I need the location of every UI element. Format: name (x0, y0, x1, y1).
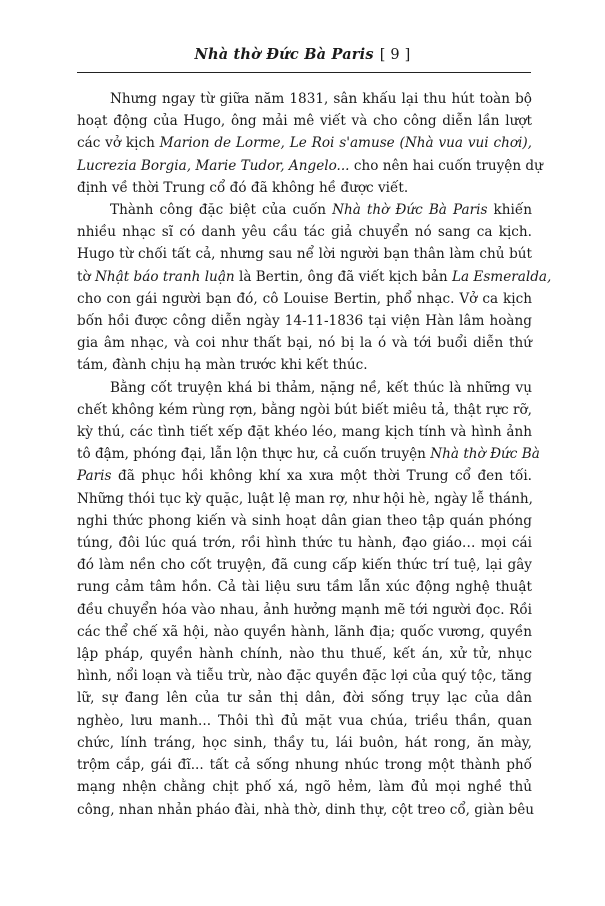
text-line: các thể chế xã hội, nào quyền hành, lãnh địa; quốc vương, quyền (77, 623, 532, 640)
text-line: bốn hồi được công diễn ngày 14-11-1836 tại viện Hàn lâm hoàng (77, 313, 532, 330)
text-line: trộm cắp, gái đĩ... tất cả sống nhung nhúc trong một thành phố (77, 757, 532, 774)
text-line: Paris đã phục hồi không khí xa xưa một thời Trung cổ đen tối. (77, 468, 532, 485)
paragraph (77, 199, 552, 377)
text-line: công, nhan nhản pháo đài, nhà thờ, dinh thự, cột treo cổ, giàn bêu (77, 801, 535, 818)
italic-title: Marion de Lorme, Le Roi s'amuse (Nhà vua vui chơi), (159, 135, 532, 152)
text-line: lập pháp, quyền hành chính, nào thu thuế, kết án, xử tử, nhục (77, 646, 532, 663)
italic-title: Nhật báo tranh luận (94, 268, 235, 285)
text-line: Nhưng ngay từ giữa năm 1831, sân khấu lại thu hút toàn bộ (110, 91, 532, 107)
text-line: lữ, sự đang lên của tư sản thị dân, đời sống trụy lạc của dân (77, 690, 532, 707)
italic-title: Lucrezia Borgia, Marie Tudor, Angelo... (77, 157, 350, 174)
paragraph (77, 88, 543, 199)
italic-title: Paris (77, 468, 112, 485)
text-line: chức, lính tráng, học sinh, thầy tu, lái buôn, hát rong, ăn mày, (77, 734, 532, 751)
italic-title: La Esmeralda, (451, 268, 552, 285)
text-line: Hugo từ chối tất cả, nhưng sau nể lời người bạn thân làm chủ bút (77, 246, 532, 263)
header-rule (77, 72, 531, 73)
text-line: định về thời Trung cổ đó đã không hề được viết. (77, 179, 409, 196)
text-line: mạng nhện chằng chịt phố xá, ngõ hẻm, làm đủ mọi nghề thủ (77, 779, 532, 796)
text-line: chết không kém rùng rợn, bằng ngòi bút biết miêu tả, thật rực rỡ, (77, 401, 532, 418)
text-line: Những thói tục kỳ quặc, luật lệ man rợ, như hội hè, ngày lễ thánh, (77, 490, 533, 507)
text-line: tám, đành chịu hạ màn trước khi kết thúc. (77, 357, 368, 374)
text-line: đều chuyển hóa vào nhau, ảnh hưởng mạnh mẽ tới người đọc. Rồi (77, 601, 532, 618)
body-text (77, 88, 552, 821)
paragraph (77, 377, 540, 821)
text-line: rung cảm tâm hồn. Cả tài liệu sưu tầm lẫn xúc động nghệ thuật (77, 579, 532, 596)
text-line: cho con gái người bạn đó, cô Louise Bertin, phổ nhạc. Vở ca kịch (77, 290, 532, 307)
text-line: Thành công đặc biệt của cuốn Nhà thờ Đức Bà Paris khiến (110, 202, 533, 219)
running-header (0, 46, 605, 63)
text-line: các vở kịch Marion de Lorme, Le Roi s'amuse (Nhà vua vui chơi), (77, 135, 532, 152)
text-line: tờ Nhật báo tranh luận là Bertin, ông đã viết kịch bản La Esmeralda, (77, 268, 552, 285)
text-line: túng, đôi lúc quá trớn, rồi hình thức tu hành, đạo giáo… mọi cái (77, 535, 532, 552)
text-line: Bằng cốt truyện khá bi thảm, nặng nề, kết thúc là những vụ (110, 379, 532, 396)
text-line: nghèo, lưu manh... Thôi thì đủ mặt vua chúa, triều thần, quan (77, 712, 532, 729)
italic-title: Nhà thờ Đức Bà (430, 446, 540, 463)
text-line: Lucrezia Borgia, Marie Tudor, Angelo... cho nên hai cuốn truyện dự (77, 157, 543, 174)
text-line: đó làm nền cho cốt truyện, đã cung cấp kiến thức trí tuệ, lại gây (77, 557, 532, 574)
text-line: nghi thức phong kiến và sinh hoạt dân gian theo tập quán phóng (77, 512, 532, 529)
italic-title: Nhà thờ Đức Bà Paris (332, 202, 488, 219)
text-line: nhiều nhạc sĩ có danh yêu cầu tác giả chuyển nó sang ca kịch. (77, 224, 532, 241)
text-line: hoạt động của Hugo, ông mải mê viết và cho công diễn lần lượt (77, 113, 532, 130)
page-number: [ 9 ] (379, 47, 411, 63)
text-line: tô đậm, phóng đại, lẫn lộn thực hư, cả cuốn truyện Nhà thờ Đức Bà (77, 446, 540, 463)
text-line: kỳ thú, các tình tiết xếp đặt khéo léo, mang kịch tính và hình ảnh (77, 424, 532, 441)
text-line: gia âm nhạc, và coi như thất bại, nó bị la ó và tới buổi diễn thứ (77, 335, 532, 352)
text-line: hình, nổi loạn và tiễu trừ, nào đặc quyền đặc lợi của quý tộc, tăng (77, 668, 532, 685)
book-title: Nhà thờ Đức Bà Paris (194, 46, 374, 63)
